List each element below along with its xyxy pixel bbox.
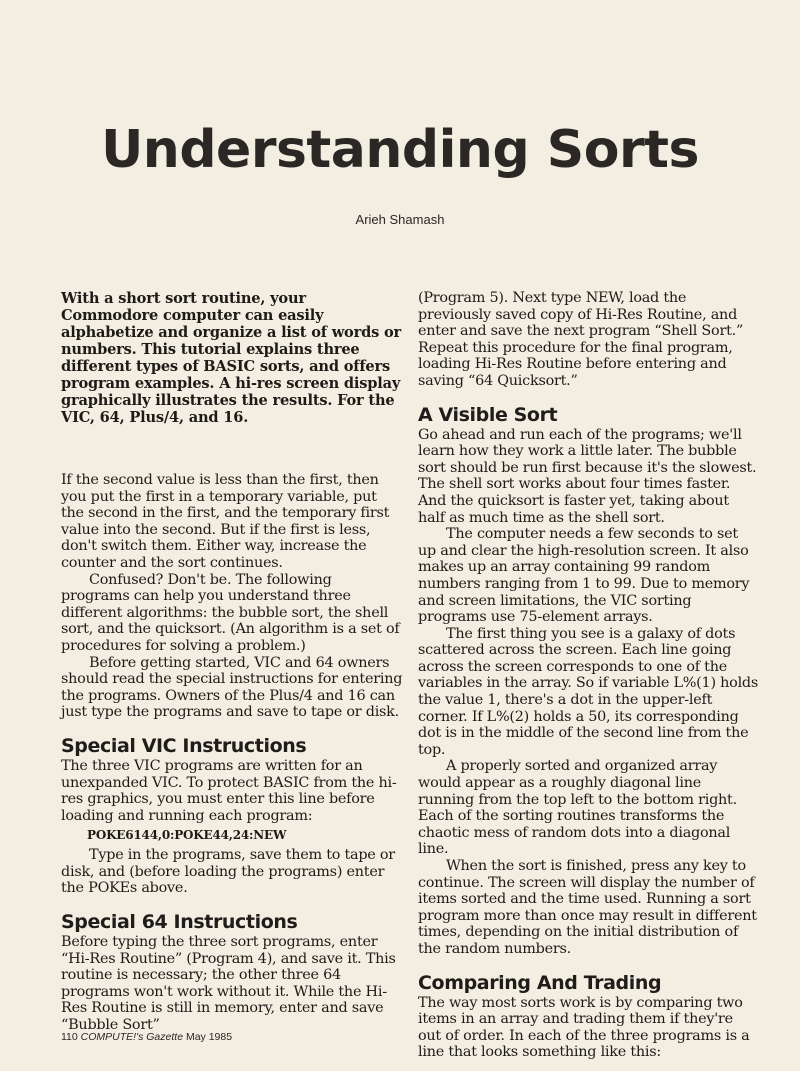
right-column: [418, 290, 760, 1061]
body-paragraph: The computer needs a few seconds to set up and clear the high-resolution screen. It also makes up an array containing 99 random numbers ranging from 1 to 99. Due to memory and screen limitations, the VIC sorting programs use 75-element arrays.: [418, 526, 750, 626]
body-paragraph: The way most sorts work is by comparing two items in an array and trading them if they're out of order. In each of the three programs is a line that looks something like this:: [418, 994, 750, 1061]
page-footer: [61, 1031, 232, 1043]
author-byline: Arieh Shamash: [355, 212, 445, 227]
article-title: Understanding Sorts: [101, 120, 699, 180]
body-paragraph: Go ahead and run each of the programs; we'll learn how they work a little later. The bubble sort should be run first because it's the slowest. The shell sort works about four times faster. And the quicksort is faster yet, taking about half as much time as the shell sort.: [418, 426, 757, 526]
section-heading-vic: Special VIC Instructions: [61, 734, 307, 757]
body-paragraph: Before getting started, VIC and 64 owners should read the special instructions for entering the programs. Owners of the Plus/4 and 16 can just type the programs and save to tape or disk.: [61, 654, 403, 721]
intro-paragraph: With a short sort routine, your Commodore computer can easily alphabetize and organize a list of words or numbers. This tutorial explains three different types of BASIC sorts, and offers program examples. A hi-res screen display graphically illustrates the results. For the VIC, 64, Plus/4, and 16.: [61, 290, 402, 426]
body-paragraph: (Program 5). Next type NEW, load the previously saved copy of Hi-Res Routine, and enter and save the next program “Shell Sort.” Repeat this procedure for the final program, loading Hi-Res Routine before entering and saving “64 Quicksort.”: [418, 290, 744, 389]
body-paragraph: The three VIC programs are written for an unexpanded VIC. To protect BASIC from the hi-res graphics, you must enter this line before loading and running each program:: [61, 757, 397, 824]
body-paragraph: Confused? Don't be. The following programs can help you understand three different algorithms: the bubble sort, the shell sort, and the quicksort. (An algorithm is a set of procedures for solving a problem.): [61, 571, 400, 654]
section-heading-visible-sort: A Visible Sort: [418, 403, 558, 426]
body-paragraph: A properly sorted and organized array would appear as a roughly diagonal line running from the top left to the bottom right. Each of the sorting routines transforms the chaotic mess of random dots into a diagonal line.: [418, 758, 737, 858]
page-number: 110: [61, 1031, 78, 1043]
body-paragraph: If the second value is less than the first, then you put the first in a temporary variable, put the second in the first, and the temporary first value into the second. But if the first is less, don't switch them. Either way, increase the counter and the sort continues.: [61, 472, 390, 571]
section-heading-64: Special 64 Instructions: [61, 911, 298, 934]
body-paragraph: The first thing you see is a galaxy of dots scattered across the screen. Each line going across the screen corresponds to one of the variables in the array. So if variable L%(1) holds the value 1, there's a dot in the upper-left corner. If L%(2) holds a 50, its corresponding dot is in the middle of the second line from the top.: [418, 625, 759, 758]
body-paragraph: Type in the programs, save them to tape or disk, and (before loading the programs) enter the POKEs above.: [61, 847, 395, 897]
issue-date: May 1985: [185, 1031, 233, 1043]
code-line: POKE6144,0:POKE44,24:NEW: [87, 828, 287, 843]
body-paragraph: Before typing the three sort programs, enter “Hi-Res Routine” (Program 4), and save it. This routine is necessary; the other three 64 programs won't work without it. While the Hi-Res Routine is still in memory, enter and save “Bubble Sort”: [61, 934, 396, 1034]
section-heading-comparing: Comparing And Trading: [418, 971, 662, 994]
left-column: [61, 290, 403, 1034]
magazine-name: COMPUTE!'s Gazette: [80, 1031, 184, 1043]
body-paragraph: When the sort is finished, press any key to continue. The screen will display the number of items sorted and the time used. Running a sort program more than once may result in different times, depending on the initial distribution of the random numbers.: [418, 858, 757, 957]
